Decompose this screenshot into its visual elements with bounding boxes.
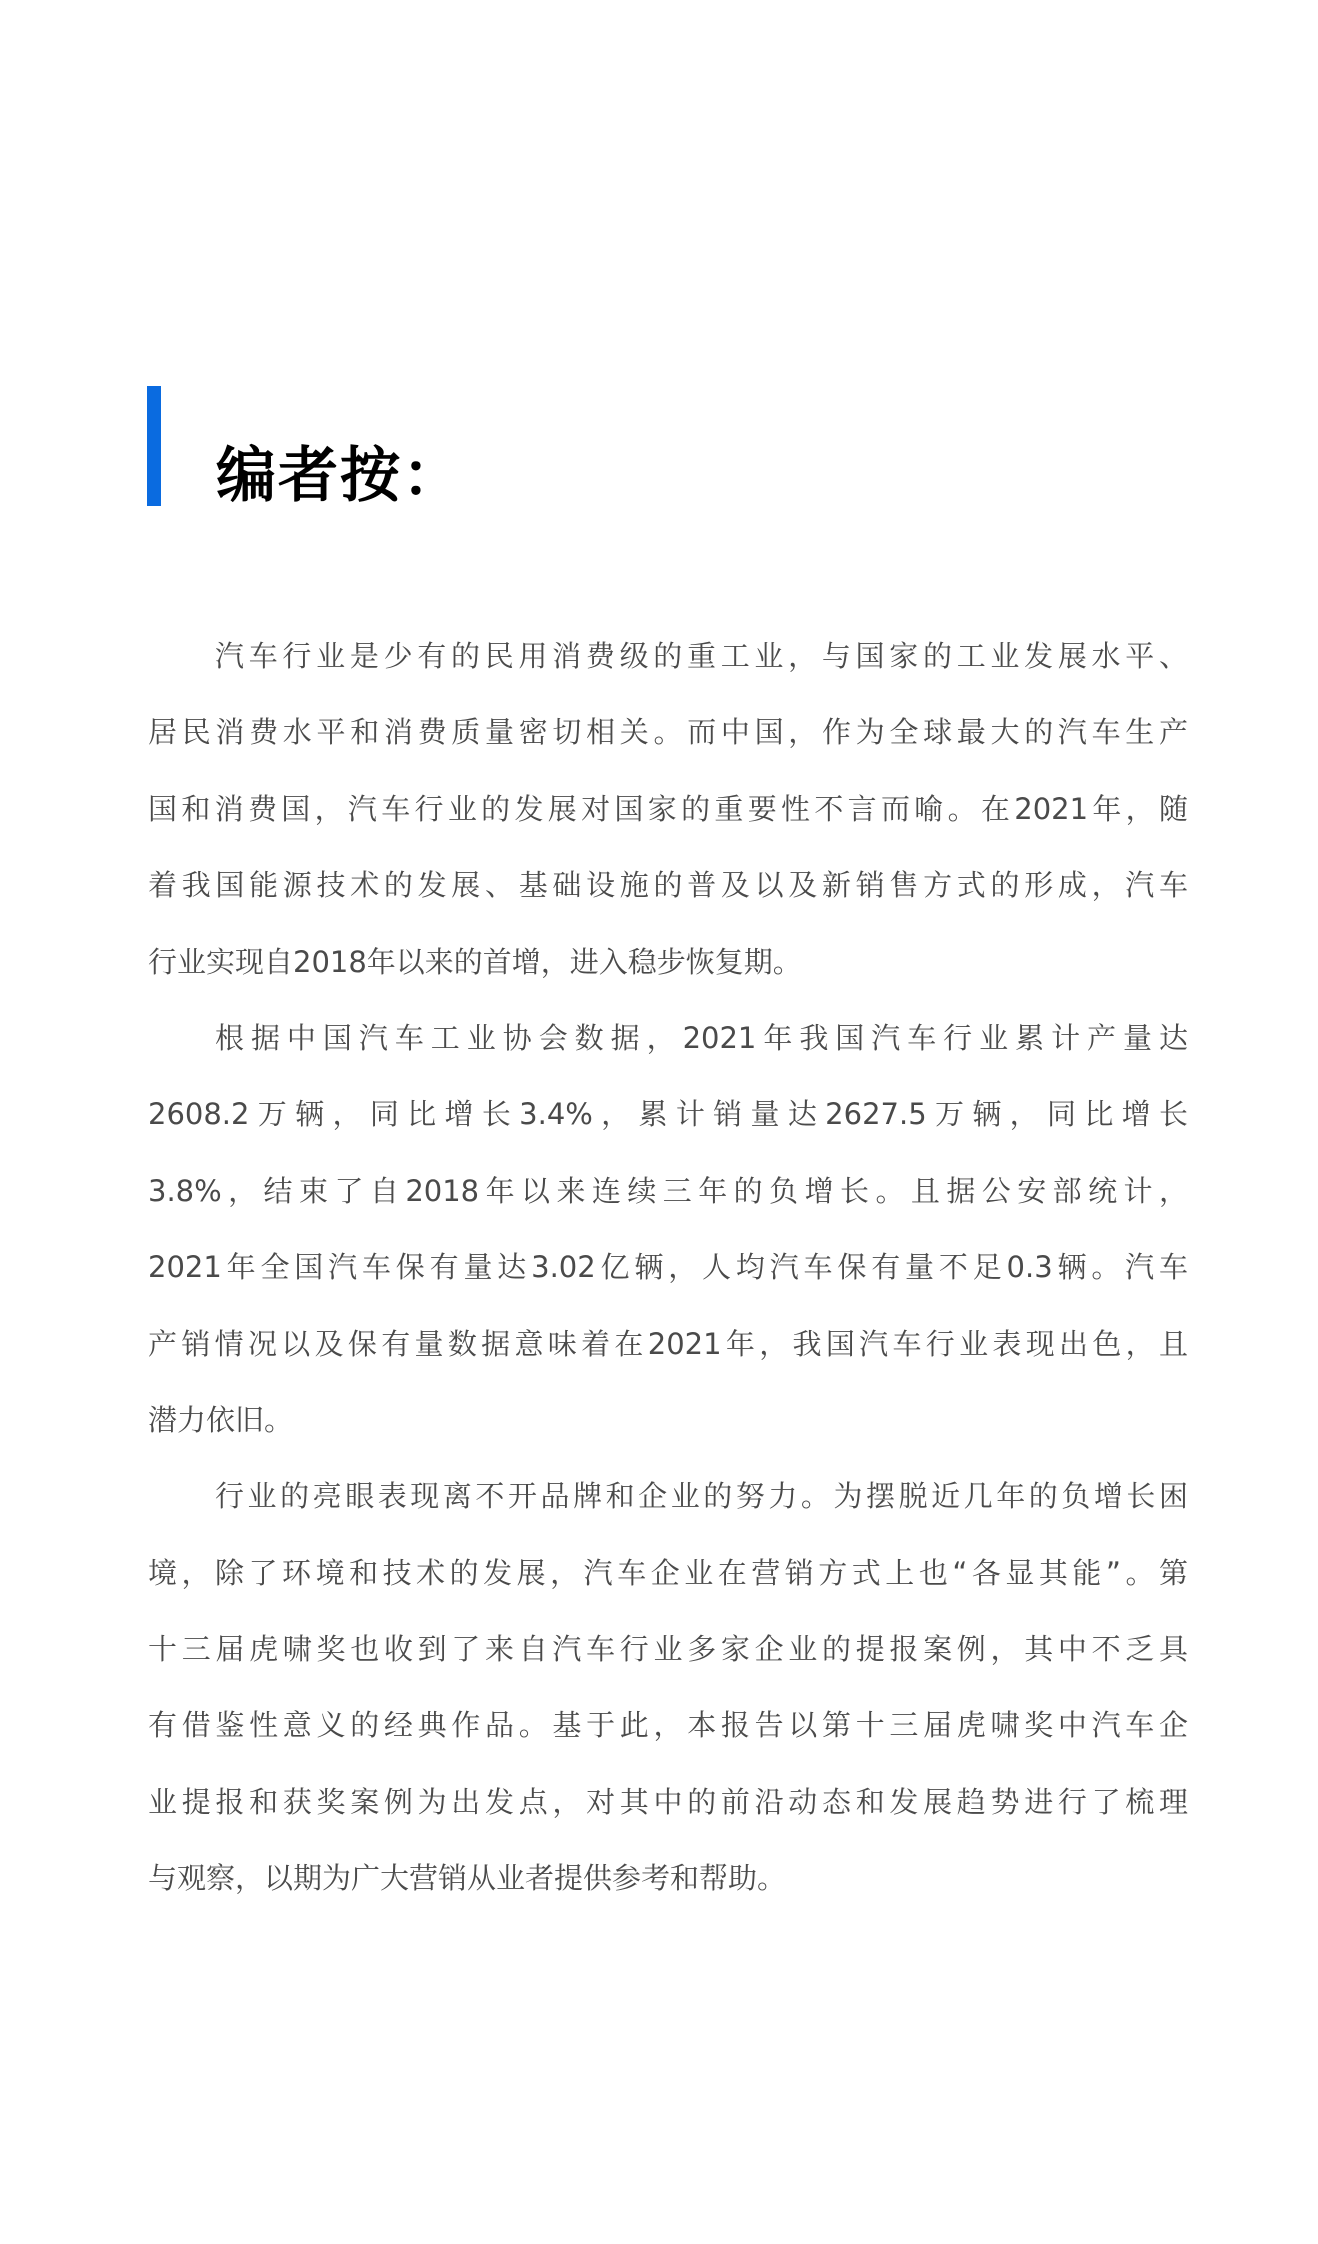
title-accent-bar xyxy=(147,386,161,506)
page-title: 编者按： xyxy=(216,441,464,511)
text-line: 与观察，以期为广大营销从业者提供参考和帮助。 xyxy=(148,1861,787,1896)
paragraph-1 xyxy=(148,618,1188,1000)
text-line: 3.8%，结束了自2018年以来连续三年的负增长。且据公安部统计， xyxy=(148,1173,1188,1208)
text-line: 行业实现自2018年以来的首增，进入稳步恢复期。 xyxy=(148,944,802,979)
text-line: 十三届虎啸奖也收到了来自汽车行业多家企业的提报案例，其中不乏具 xyxy=(148,1632,1188,1667)
paragraph-2 xyxy=(148,1000,1188,1458)
text-line: 2608.2万辆，同比增长3.4%，累计销量达2627.5万辆，同比增长 xyxy=(148,1097,1188,1132)
text-line: 根据中国汽车工业协会数据，2021年我国汽车行业累计产量达 xyxy=(215,1020,1188,1055)
text-line: 国和消费国，汽车行业的发展对国家的重要性不言而喻。在2021年，随 xyxy=(148,791,1188,826)
text-line: 居民消费水平和消费质量密切相关。而中国，作为全球最大的汽车生产 xyxy=(148,715,1188,750)
article-body xyxy=(148,618,1188,1917)
text-line: 境，除了环境和技术的发展，汽车企业在营销方式上也“各显其能”。第 xyxy=(148,1555,1188,1590)
text-line: 产销情况以及保有量数据意味着在2021年，我国汽车行业表现出色，且 xyxy=(148,1326,1188,1361)
text-line: 有借鉴性意义的经典作品。基于此，本报告以第十三届虎啸奖中汽车企 xyxy=(148,1708,1188,1743)
text-line: 汽车行业是少有的民用消费级的重工业，与国家的工业发展水平、 xyxy=(215,639,1188,673)
text-line: 行业的亮眼表现离不开品牌和企业的努力。为摆脱近几年的负增长困 xyxy=(215,1479,1188,1514)
text-line: 潜力依旧。 xyxy=(148,1402,294,1437)
paragraph-3 xyxy=(148,1458,1188,1916)
text-line: 2021年全国汽车保有量达3.02亿辆，人均汽车保有量不足0.3辆。汽车 xyxy=(148,1250,1188,1285)
text-line: 着我国能源技术的发展、基础设施的普及以及新销售方式的形成，汽车 xyxy=(148,868,1188,903)
text-line: 业提报和获奖案例为出发点，对其中的前沿动态和发展趋势进行了梳理 xyxy=(148,1784,1188,1819)
